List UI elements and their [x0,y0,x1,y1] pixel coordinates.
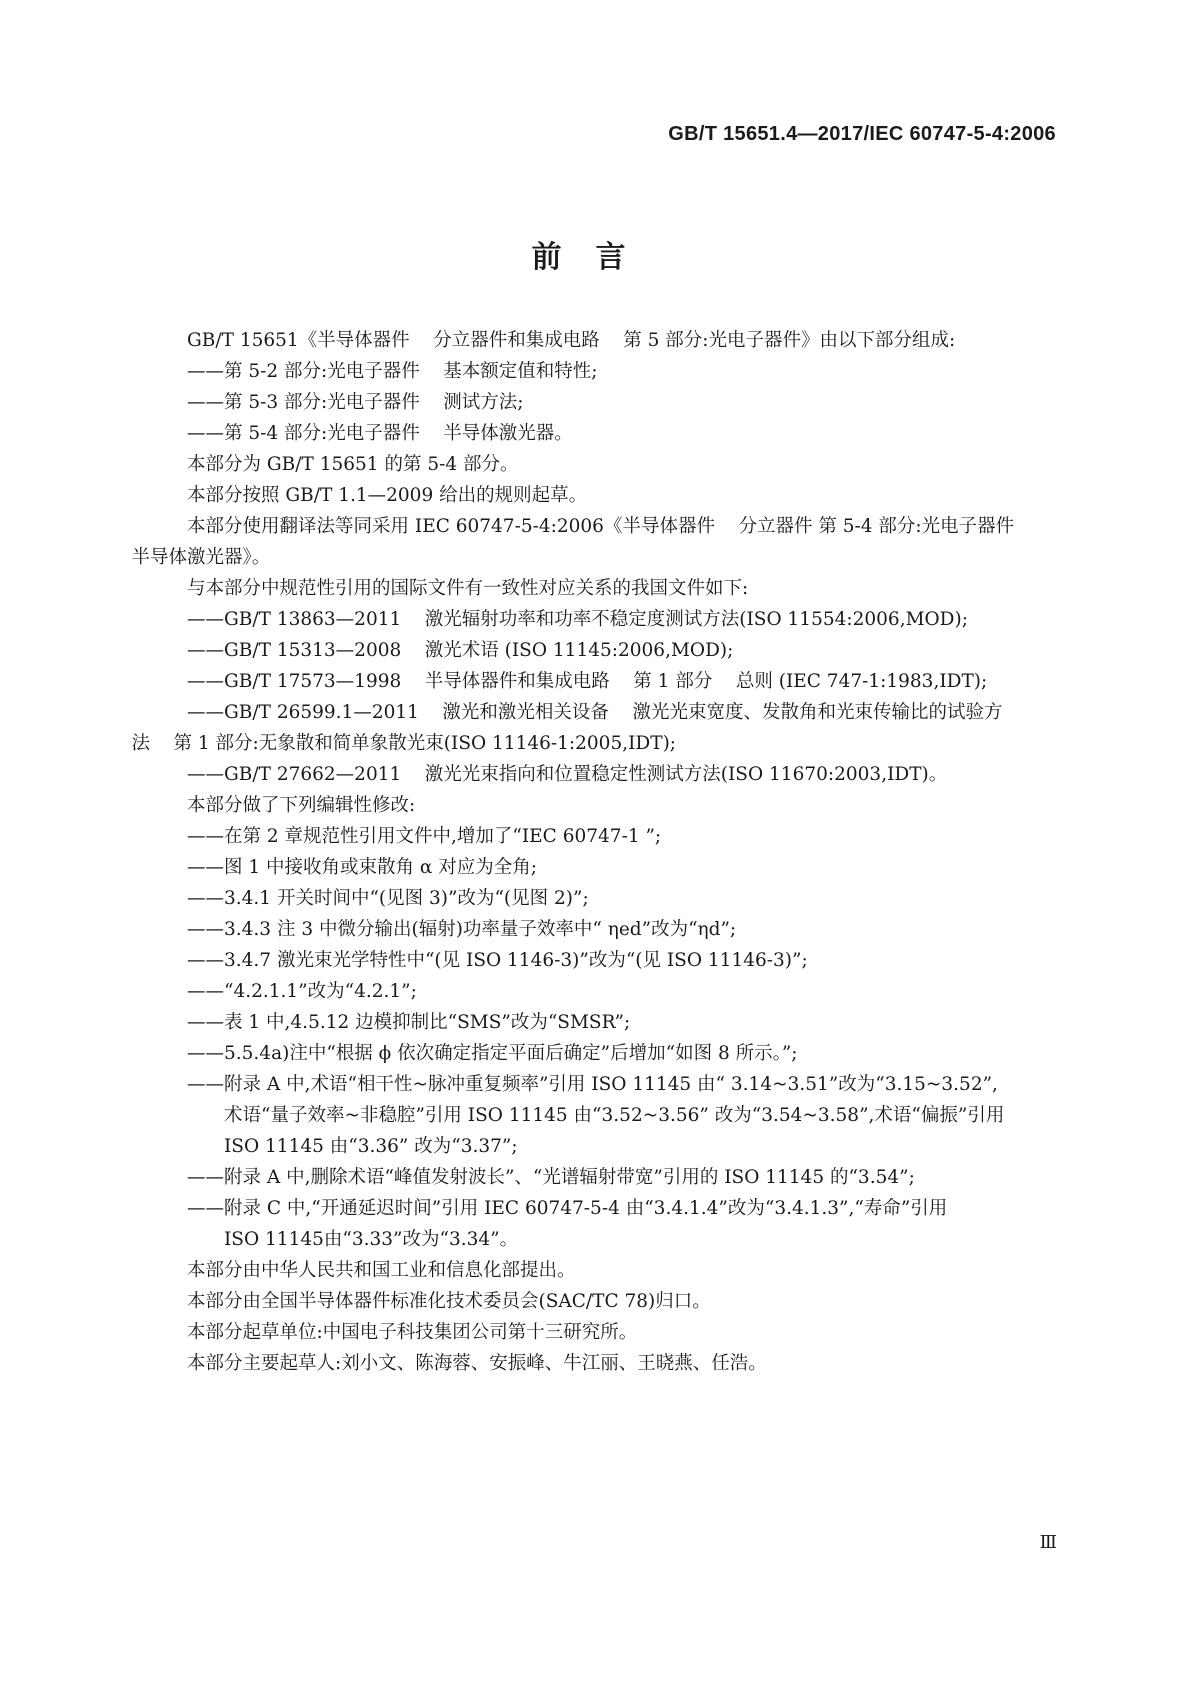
list-item: ——附录 A 中,术语“相干性~脉冲重复频率”引用 ISO 11145 由“ 3.14~3.51”改为“3.15~3.52”, [187,1074,998,1095]
list-item-continuation: ISO 11145 由“3.36” 改为“3.37”; [224,1136,518,1157]
page-number: Ⅲ [1039,1532,1057,1553]
paragraph: 与本部分中规范性引用的国际文件有一致性对应关系的我国文件如下: [187,578,749,599]
list-item: ——第 5-4 部分:光电子器件 半导体激光器。 [187,423,573,444]
list-item: ——3.4.1 开关时间中“(见图 3)”改为“(见图 2)”; [187,888,589,909]
paragraph: 本部分做了下列编辑性修改: [187,795,416,816]
paragraph: 本部分按照 GB/T 1.1—2009 给出的规则起草。 [187,485,588,506]
paragraph: GB/T 15651《半导体器件 分立器件和集成电路 第 5 部分:光电子器件》由以下部分组成: [187,330,956,351]
list-item: ——GB/T 27662—2011 激光光束指向和位置稳定性测试方法(ISO 11670:2003,IDT)。 [187,764,948,785]
paragraph: 本部分使用翻译法等同采用 IEC 60747-5-4:2006《半导体器件 分立器件 第 5-4 部分:光电子器件 [187,516,1015,537]
foreword-body [131,325,1055,1379]
list-item: ——GB/T 15313—2008 激光术语 (ISO 11145:2006,MOD); [187,640,734,661]
list-item: ——表 1 中,4.5.12 边模抑制比“SMS”改为“SMSR”; [187,1012,631,1033]
page-title: 前言 [531,240,660,275]
paragraph: 本部分由中华人民共和国工业和信息化部提出。 [187,1260,576,1281]
paragraph-continuation: 半导体激光器》。 [131,547,271,568]
paragraph: 本部分主要起草人:刘小文、陈海蓉、安振峰、牛江丽、王晓燕、任浩。 [187,1353,767,1374]
list-item: ——“4.2.1.1”改为“4.2.1”; [187,981,417,1002]
list-item: ——附录 C 中,“开通延迟时间”引用 IEC 60747-5-4 由“3.4.1.4”改为“3.4.1.3”,“寿命”引用 [187,1198,948,1219]
list-item: ——GB/T 17573—1998 半导体器件和集成电路 第 1 部分 总则 (IEC 747-1:1983,IDT); [187,671,988,692]
list-item: ——第 5-3 部分:光电子器件 测试方法; [187,392,524,413]
list-item-continuation: 法 第 1 部分:无象散和简单象散光束(ISO 11146-1:2005,IDT); [131,733,677,754]
list-item: ——第 5-2 部分:光电子器件 基本额定值和特性; [187,361,598,382]
list-item: ——3.4.3 注 3 中微分输出(辐射)功率量子效率中“ ηed”改为“ηd”; [187,919,737,940]
list-item: ——3.4.7 激光束光学特性中“(见 ISO 1146-3)”改为“(见 ISO 11146-3)”; [187,950,808,971]
list-item: ——5.5.4a)注中“根据 ϕ 依次确定指定平面后确定”后增加“如图 8 所示。”; [187,1043,798,1064]
paragraph: 本部分由全国半导体器件标准化技术委员会(SAC/TC 78)归口。 [187,1291,711,1312]
list-item: ——附录 A 中,删除术语“峰值发射波长”、“光谱辐射带宽”引用的 ISO 11145 的“3.54”; [187,1167,915,1188]
list-item: ——在第 2 章规范性引用文件中,增加了“IEC 60747-1 ”; [187,826,662,847]
list-item-continuation: ISO 11145由“3.33”改为“3.34”。 [224,1229,519,1250]
list-item: ——图 1 中接收角或束散角 α 对应为全角; [187,857,538,878]
paragraph: 本部分起草单位:中国电子科技集团公司第十三研究所。 [187,1322,638,1343]
list-item: ——GB/T 26599.1—2011 激光和激光相关设备 激光光束宽度、发散角和光束传输比的试验方 [187,702,1003,723]
list-item: ——GB/T 13863—2011 激光辐射功率和功率不稳定度测试方法(ISO 11554:2006,MOD); [187,609,968,630]
list-item-continuation: 术语“量子效率~非稳腔”引用 ISO 11145 由“3.52~3.56” 改为“3.54~3.58”,术语“偏振”引用 [224,1105,1005,1126]
paragraph: 本部分为 GB/T 15651 的第 5-4 部分。 [187,454,519,475]
standard-number: GB/T 15651.4—2017/IEC 60747-5-4:2006 [668,123,1056,145]
